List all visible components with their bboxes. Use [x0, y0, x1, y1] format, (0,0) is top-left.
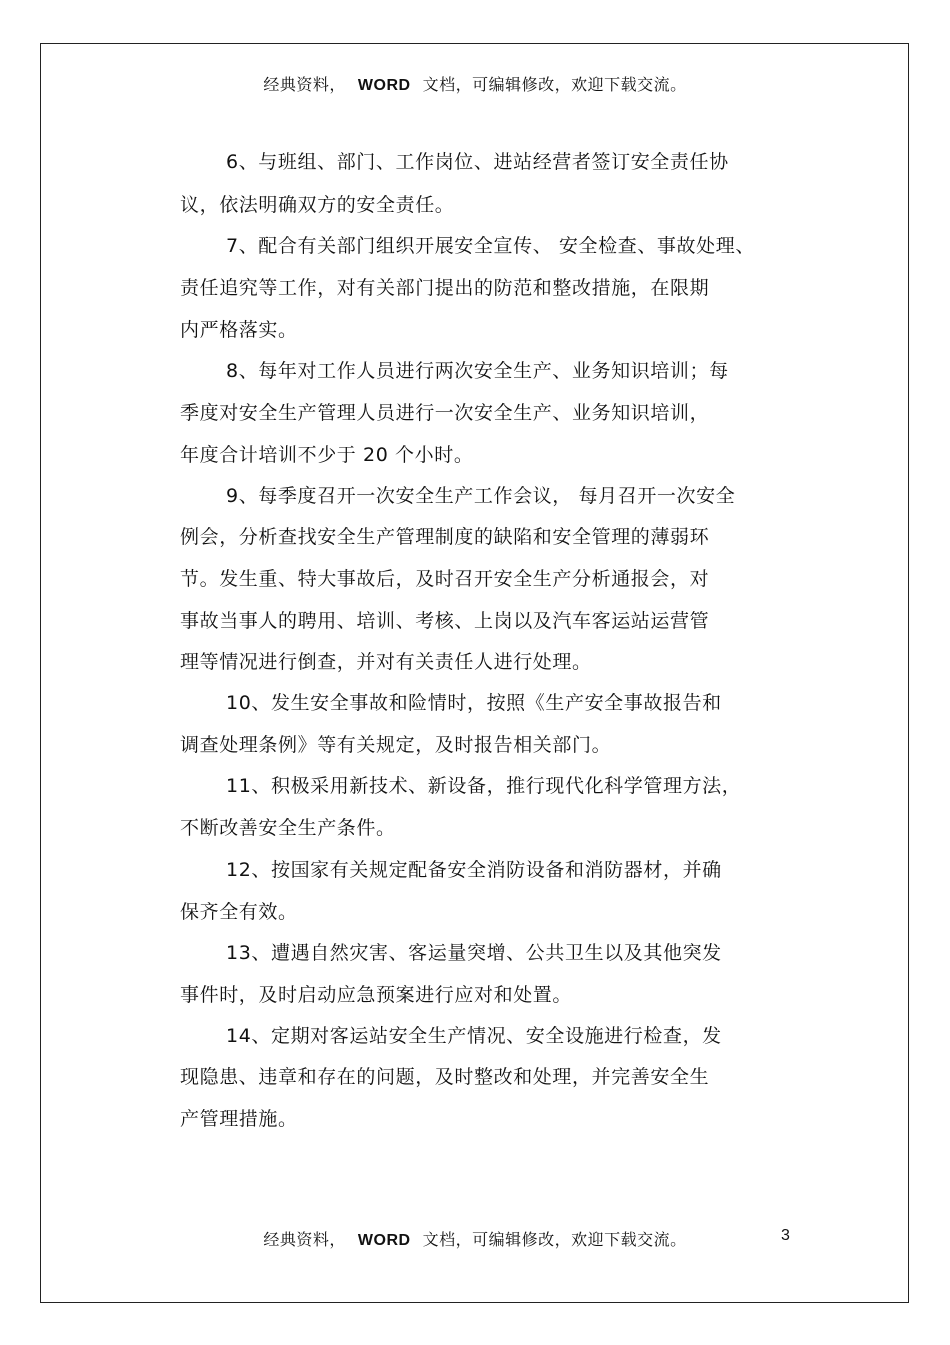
body-line: 议，依法明确双方的安全责任。	[180, 194, 455, 216]
header-brand: WORD	[357, 77, 411, 94]
body-line: 产管理措施。	[180, 1108, 298, 1130]
body-line: 11、积极采用新技术、新设备，推行现代化科学管理方法，	[226, 775, 742, 797]
body-line: 内严格落实。	[180, 319, 298, 341]
body-line: 现隐患、违章和存在的问题，及时整改和处理，并完善安全生	[180, 1066, 710, 1088]
footer-left-text: 经典资料，	[263, 1230, 346, 1249]
header-left-text: 经典资料，	[263, 75, 346, 94]
body-line: 例会，分析查找安全生产管理制度的缺陷和安全管理的薄弱环	[180, 526, 710, 548]
body-line: 理等情况进行倒查，并对有关责任人进行处理。	[180, 651, 592, 673]
page-footer	[0, 1227, 950, 1250]
body-line: 13、遭遇自然灾害、客运量突增、公共卫生以及其他突发	[226, 942, 722, 964]
footer-brand: WORD	[357, 1232, 411, 1249]
body-line: 节。发生重、特大事故后，及时召开安全生产分析通报会，对	[180, 568, 710, 590]
body-line: 保齐全有效。	[180, 901, 298, 923]
body-line: 14、定期对客运站安全生产情况、安全设施进行检查，发	[226, 1025, 722, 1047]
body-line: 12、按国家有关规定配备安全消防设备和消防器材，并确	[226, 859, 722, 881]
body-line: 6、与班组、部门、工作岗位、进站经营者签订安全责任协	[226, 151, 729, 173]
body-line: 8、每年对工作人员进行两次安全生产、业务知识培训；每	[226, 360, 729, 382]
body-line: 责任追究等工作，对有关部门提出的防范和整改措施，在限期	[180, 277, 710, 299]
body-line: 事故当事人的聘用、培训、考核、上岗以及汽车客运站运营管	[180, 610, 710, 632]
body-line: 9、每季度召开一次安全生产工作会议， 每月召开一次安全	[226, 485, 736, 507]
page-number: 3	[781, 1227, 790, 1244]
body-line: 事件时，及时启动应急预案进行应对和处置。	[180, 984, 573, 1006]
body-line: 10、发生安全事故和险情时，按照《生产安全事故报告和	[226, 692, 722, 714]
body-line: 季度对安全生产管理人员进行一次安全生产、业务知识培训，	[180, 402, 710, 424]
header-right-text: 文档，可编辑修改，欢迎下载交流。	[422, 75, 687, 94]
body-line: 不断改善安全生产条件。	[180, 817, 396, 839]
body-line: 调查处理条例》等有关规定，及时报告相关部门。	[180, 734, 612, 756]
body-line: 7、配合有关部门组织开展安全宣传、 安全检查、事故处理、	[226, 235, 755, 257]
footer-right-text: 文档，可编辑修改，欢迎下载交流。	[422, 1230, 687, 1249]
body-line: 年度合计培训不少于 20 个小时。	[180, 444, 474, 466]
